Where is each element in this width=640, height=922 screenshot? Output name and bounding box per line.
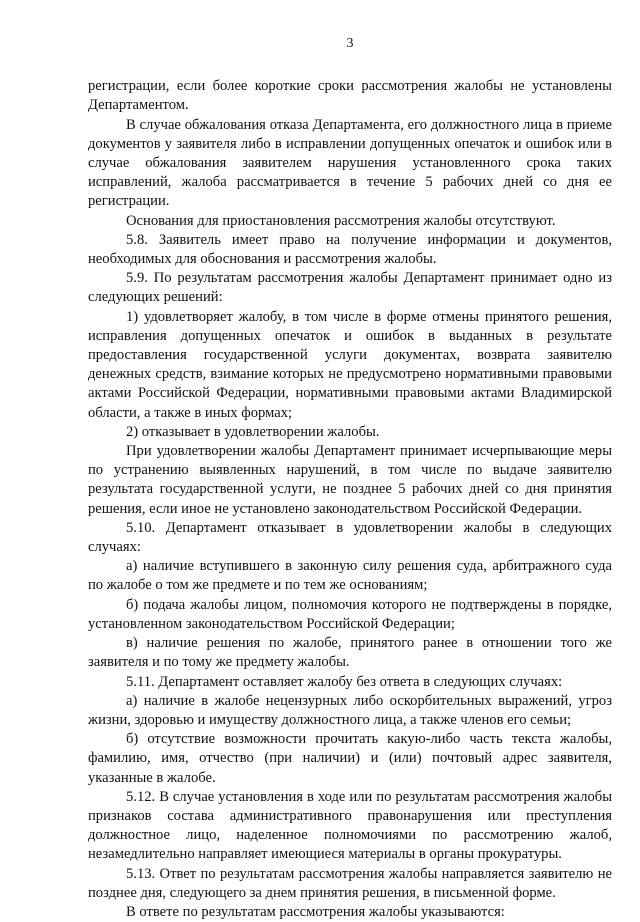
paragraph: б) подача жалобы лицом, полномочия которого не подтверждены в порядке, установленном законодательством Российской Федерации; (88, 596, 612, 632)
paragraph: В случае обжалования отказа Департамента, его должностного лица в приеме документов у заявителя либо в исправлении допущенных опечаток и ошибок или в случае обжалования заявителем нарушения установленного срока таких исправлений, жалоба рассматривается в течение 5 рабочих дней со дня ее регистрации. (88, 116, 612, 210)
paragraph: а) наличие вступившего в законную силу решения суда, арбитражного суда по жалобе о том же предмете и по тем же основаниям; (88, 558, 612, 594)
paragraph: 5.10. Департамент отказывает в удовлетворении жалобы в следующих случаях: (88, 519, 612, 556)
paragraph: 5.8. Заявитель имеет право на получение информации и документов, необходимых для обоснования и рассмотрения жалобы. (88, 231, 612, 268)
paragraph: 1) удовлетворяет жалобу, в том числе в форме отмены принятого решения, исправления допущенных опечаток и ошибок в выданных в результате предоставления государственной услуги документах, возврата заявителю денежных средств, взимание которых не предусмотрено нормативными правовыми актами Российской Федерации, нормативными правовыми актами Владимирской области, а также в иных формах; (88, 308, 612, 421)
paragraph: в) наличие решения по жалобе, принятого ранее в отношении того же заявителя и по тому же предмету жалобы. (88, 635, 612, 671)
paragraph: 5.12. В случае установления в ходе или по результатам рассмотрения жалобы признаков состава административного правонарушения или преступления должностное лицо, наделенное полномочиями по рассмотрению жалоб, незамедлительно направляет имеющиеся материалы в органы прокуратуры. (88, 788, 612, 863)
paragraph: б) отсутствие возможности прочитать какую-либо часть текста жалобы, фамилию, имя, отчество (при наличии) и (или) почтовый адрес заявителя, указанные в жалобе. (88, 731, 612, 786)
paragraph: Основания для приостановления рассмотрения жалобы отсутствуют. (126, 212, 556, 229)
paragraph: 5.9. По результатам рассмотрения жалобы Департамент принимает одно из следующих решений: (88, 270, 612, 306)
paragraph: 5.11. Департамент оставляет жалобу без ответа в следующих случаях: (126, 673, 563, 690)
paragraph: 2) отказывает в удовлетворении жалобы. (126, 423, 380, 440)
body-text (88, 77, 612, 922)
paragraph: 5.13. Ответ по результатам рассмотрения жалобы направляется заявителю не позднее дня, следующего за днем принятия решения, в письменной форме. (88, 865, 612, 901)
paragraph: При удовлетворении жалобы Департамент принимает исчерпывающие меры по устранению выявленных нарушений, в том числе по выдаче заявителю результата государственной услуги, не позднее 5 рабочих дней со дня принятия решения, если иное не установлено законодательством Российской Федерации. (88, 443, 612, 517)
paragraph: а) наличие в жалобе нецензурных либо оскорбительных выражений, угроз жизни, здоровью и имуществу должностного лица, а также членов его семьи; (88, 692, 612, 728)
paragraph: В ответе по результатам рассмотрения жалобы указываются: (126, 903, 505, 920)
paragraph: регистрации, если более короткие сроки рассмотрения жалобы не установлены Департаментом. (88, 78, 612, 114)
page-number: 3 (346, 36, 354, 51)
